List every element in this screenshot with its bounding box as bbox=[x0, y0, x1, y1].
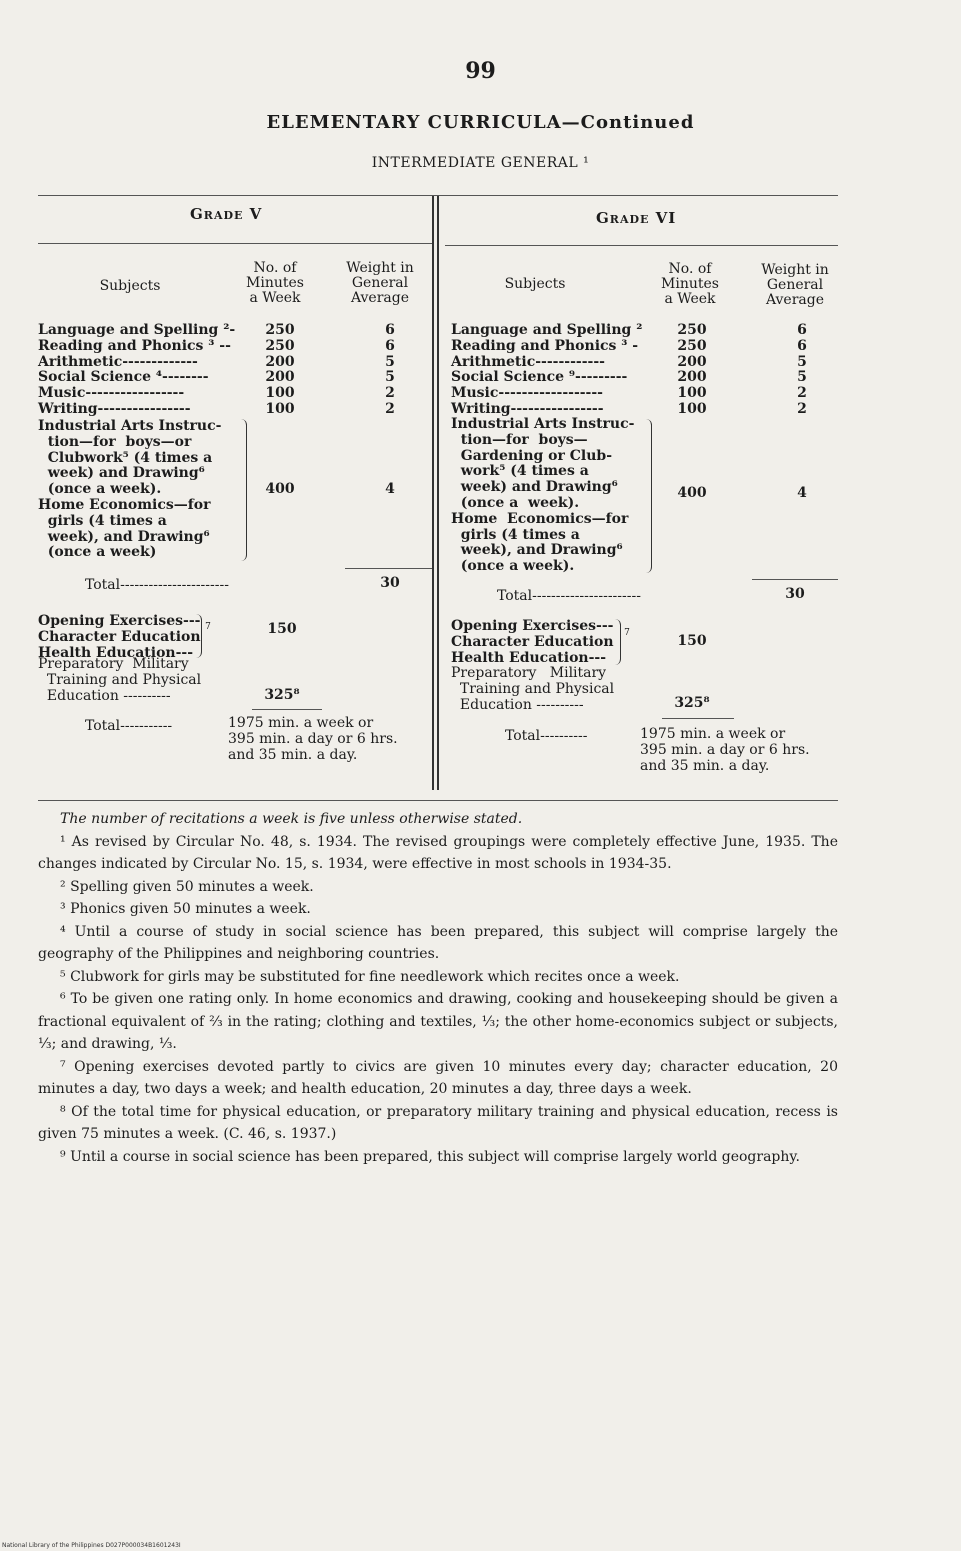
grade-6-minutes-value: 100 bbox=[677, 385, 707, 402]
grade-5-military-minutes: 325⁸ bbox=[264, 687, 300, 703]
grade-6-opening-brace bbox=[615, 619, 621, 665]
grade-5-minutes-value: 250 bbox=[265, 337, 295, 354]
grade-5-opening-mark: 7 bbox=[205, 622, 211, 632]
grade-6-minutes-value: 100 bbox=[677, 400, 707, 417]
grade-5-weights-list bbox=[375, 323, 405, 418]
grade-5-heading: Grade V bbox=[190, 205, 263, 223]
page-title: ELEMENTARY CURRICULA—Continued bbox=[266, 112, 695, 133]
footnote-7: ⁷ Opening exercises devoted partly to civics are given 10 minutes every day; character education, 20 minutes a day, two days a week; and health education, 20 minutes a day, three days a week. bbox=[38, 1058, 838, 1097]
grade-5-minutes-header: No. of Minutes a Week bbox=[246, 260, 304, 306]
grade-6-grand-value: 1975 min. a week or 395 min. a day or 6 hrs. and 35 min. a day. bbox=[640, 726, 810, 774]
grade-6-subject-list: Language and Spelling ² Reading and Phonics ³ - Arithmetic------------ Social Science ⁹--------- Music------------------ Writing---------------- bbox=[451, 322, 643, 417]
grade-6-opening-minutes: 150 bbox=[677, 633, 707, 649]
grade-6-industrial-minutes: 400 bbox=[677, 485, 707, 501]
grade-6-rule bbox=[445, 245, 838, 246]
footnote-1: ¹ As revised by Circular No. 48, s. 1934. The revised groupings were completely effective June, 1935. The changes indicated by Circular No. 15, s. 1934, were effective in most schools in 1934-35. bbox=[38, 833, 838, 872]
grade-5-total-label: Total----------------------- bbox=[85, 577, 229, 593]
grade-5-opening-minutes: 150 bbox=[267, 621, 297, 637]
grade-5-grand-label: Total----------- bbox=[85, 718, 173, 734]
table-center-rule bbox=[432, 196, 434, 790]
footnote-intro: The number of recitations a week is five unless otherwise stated. bbox=[60, 811, 523, 827]
grade-6-weight-value: 2 bbox=[797, 385, 807, 402]
grade-5-grand-value: 1975 min. a week or 395 min. a day or 6 hrs. and 35 min. a day. bbox=[228, 715, 398, 763]
footnote-2: ² Spelling given 50 minutes a week. bbox=[60, 878, 314, 895]
grade-6-industrial-weight: 4 bbox=[797, 485, 807, 501]
grade-5-weight-value: 6 bbox=[385, 322, 395, 338]
footnote-4: ⁴ Until a course of study in social science has been prepared, this subject will comprise largely the geography of the Philippines and neighboring countries. bbox=[38, 923, 838, 962]
grade-5-weight-value: 2 bbox=[385, 385, 395, 402]
grade-6-brace bbox=[645, 419, 652, 573]
grade-5-weight-value: 5 bbox=[385, 353, 395, 370]
grade-5-weight-value: 2 bbox=[385, 400, 395, 417]
footnote-8: ⁸ Of the total time for physical education, or preparatory military training and physical education, recess is given 75 minutes a week. (C. 46, s. 1937.) bbox=[38, 1103, 838, 1142]
grade-6-weight-header: Weight in General Average bbox=[761, 262, 829, 308]
grade-6-weight-value: 2 bbox=[797, 400, 807, 417]
grade-6-minutes-list bbox=[672, 323, 712, 418]
footnote-6: ⁶ To be given one rating only. In home economics and drawing, cooking and housekeeping should be given a fractional equivalent of ⅔ in the rating; clothing and textiles, ⅓; the other home-economics subject or subjects, ⅓; and drawing, ⅓. bbox=[38, 991, 838, 1052]
grade-6-weight-value: 5 bbox=[797, 353, 807, 370]
grade-6-weight-value: 5 bbox=[797, 369, 807, 386]
grade-5-industrial-weight: 4 bbox=[385, 481, 395, 497]
grade-5-minutes-value: 200 bbox=[265, 369, 295, 386]
grade-5-weight-value: 6 bbox=[385, 337, 395, 354]
grade-6-weights-list bbox=[787, 323, 817, 418]
grade-6-minutes-value: 250 bbox=[677, 337, 707, 354]
grade-5-minutes-value: 250 bbox=[265, 322, 295, 338]
grade-5-opening-brace bbox=[196, 614, 202, 658]
grade-6-military: Preparatory Military Training and Physical Education ---------- bbox=[451, 665, 615, 713]
grade-6-weight-value: 6 bbox=[797, 337, 807, 354]
grade-5-military: Preparatory Military Training and Physical Education ---------- bbox=[38, 656, 202, 704]
grade-6-total-value: 30 bbox=[785, 586, 805, 602]
grade-6-military-minutes: 325⁸ bbox=[674, 695, 710, 711]
grade-6-minutes-value: 200 bbox=[677, 369, 707, 386]
grade-5-grand-rule bbox=[252, 709, 322, 710]
grade-5-industrial-minutes: 400 bbox=[265, 481, 295, 497]
grade-5-industrial-arts: Industrial Arts Instruc- tion—for boys—or Clubwork⁵ (4 times a week) and Drawing⁶ (once a week). Home Economics—for girls (4 times a week), and Drawing⁶ (once a week) bbox=[38, 418, 222, 561]
grade-6-opening-mark: 7 bbox=[624, 628, 630, 638]
grade-5-rule bbox=[38, 243, 432, 244]
table-center-rule-2 bbox=[437, 196, 439, 790]
library-footer: National Library of the Philippines D027P000034B1601243I bbox=[2, 1542, 181, 1549]
grade-5-minutes-list bbox=[260, 323, 300, 418]
grade-6-industrial-arts: Industrial Arts Instruc- tion—for boys— Gardening or Club- work⁵ (4 times a week) and Drawing⁶ (once a week). Home Economics—for girls (4 times a week), and Drawing⁶ (once a week). bbox=[451, 416, 635, 575]
grade-5-total-value: 30 bbox=[380, 575, 400, 591]
grade-6-minutes-value: 200 bbox=[677, 353, 707, 370]
grade-5-minutes-value: 100 bbox=[265, 385, 295, 402]
grade-5-brace bbox=[240, 419, 247, 561]
grade-6-minutes-value: 250 bbox=[677, 322, 707, 338]
page-number: 99 bbox=[465, 58, 496, 84]
grade-6-total-rule bbox=[752, 579, 838, 580]
footnotes bbox=[38, 808, 838, 1168]
grade-6-total-label: Total----------------------- bbox=[497, 588, 641, 604]
grade-5-weight-value: 5 bbox=[385, 369, 395, 386]
grade-6-weight-value: 6 bbox=[797, 322, 807, 338]
grade-6-opening: Opening Exercises--- Character Education Health Education--- bbox=[451, 618, 614, 666]
footnote-5: ⁵ Clubwork for girls may be substituted for fine needlework which recites once a week. bbox=[60, 968, 680, 985]
grade-5-subjects-header: Subjects bbox=[99, 278, 161, 294]
grade-5-opening: Opening Exercises--- Character Education Health Education--- bbox=[38, 613, 201, 661]
footnote-3: ³ Phonics given 50 minutes a week. bbox=[60, 901, 311, 917]
grade-6-subjects-header: Subjects bbox=[504, 276, 566, 292]
grade-6-heading: Grade VI bbox=[596, 209, 677, 227]
grade-5-subject-list: Language and Spelling ²- Reading and Phonics ³ -- Arithmetic------------- Social Science ⁴-------- Music----------------- Writing---------------- bbox=[38, 322, 236, 417]
grade-6-grand-rule bbox=[662, 718, 734, 719]
grade-5-weight-header: Weight in General Average bbox=[346, 260, 414, 306]
grade-6-grand-label: Total---------- bbox=[505, 728, 588, 744]
grade-5-minutes-value: 100 bbox=[265, 400, 295, 417]
footnote-9: ⁹ Until a course in social science has been prepared, this subject will comprise largely world geography. bbox=[60, 1148, 800, 1165]
grade-5-minutes-value: 200 bbox=[265, 353, 295, 370]
grade-6-minutes-header: No. of Minutes a Week bbox=[661, 261, 719, 307]
table-bottom-rule bbox=[38, 800, 838, 801]
section-subtitle: INTERMEDIATE GENERAL ¹ bbox=[371, 155, 590, 171]
grade-5-total-rule bbox=[345, 568, 432, 569]
